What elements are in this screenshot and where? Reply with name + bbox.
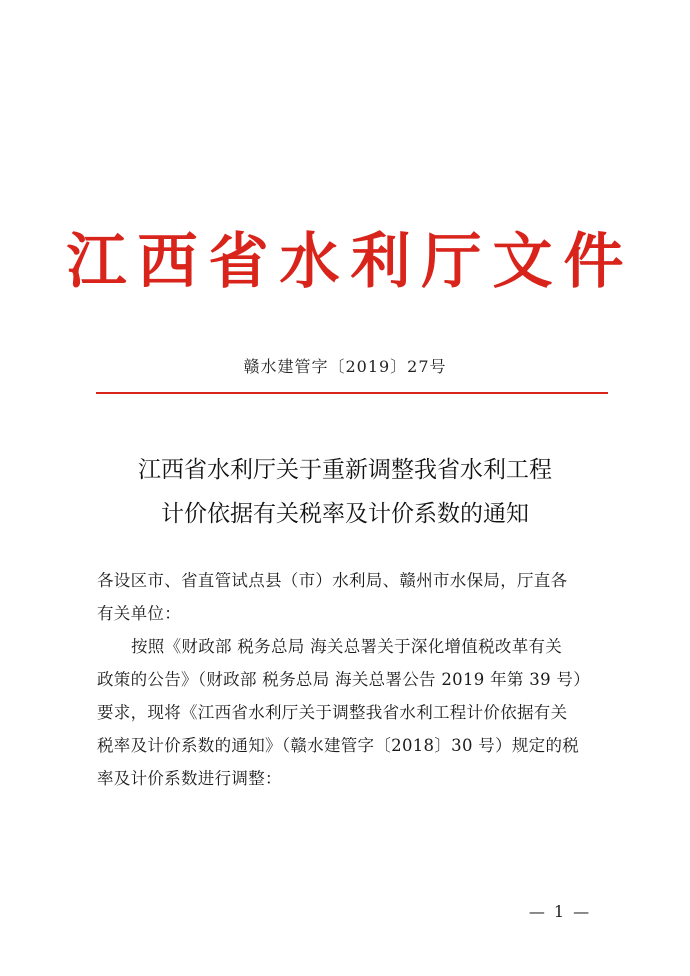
- issuing-authority-header: 江西省水利厅文件: [66, 227, 635, 297]
- red-divider-line: [96, 392, 608, 394]
- notice-title: [0, 448, 690, 536]
- document-number: 赣水建管字〔2019〕27号: [243, 357, 447, 376]
- notice-title-line-1: 江西省水利厅关于重新调整我省水利工程: [138, 457, 552, 483]
- addressee: [97, 564, 612, 630]
- paragraph-line-5: 率及计价系数进行调整：: [97, 769, 282, 788]
- notice-body: [97, 564, 612, 795]
- paragraph-line-4: 税率及计价系数的通知》（赣水建管字〔2018〕30 号）规定的税: [97, 736, 580, 755]
- body-paragraph: [97, 630, 612, 795]
- notice-title-line-2: 计价依据有关税率及计价系数的通知: [161, 501, 529, 527]
- addressee-line-1: 各设区市、省直管试点县（市）水利局、赣州市水保局，厅直各: [97, 571, 568, 590]
- addressee-line-2: 有关单位：: [97, 604, 181, 623]
- paragraph-line-3: 要求，现将《江西省水利厅关于调整我省水利工程计价依据有关: [97, 703, 568, 722]
- paragraph-line-2: 政策的公告》（财政部 税务总局 海关总署公告 2019 年第 39 号）: [97, 670, 591, 689]
- page-number: — 1 —: [528, 902, 592, 921]
- paragraph-line-1: 按照《财政部 税务总局 海关总署关于深化增值税改革有关: [131, 637, 563, 656]
